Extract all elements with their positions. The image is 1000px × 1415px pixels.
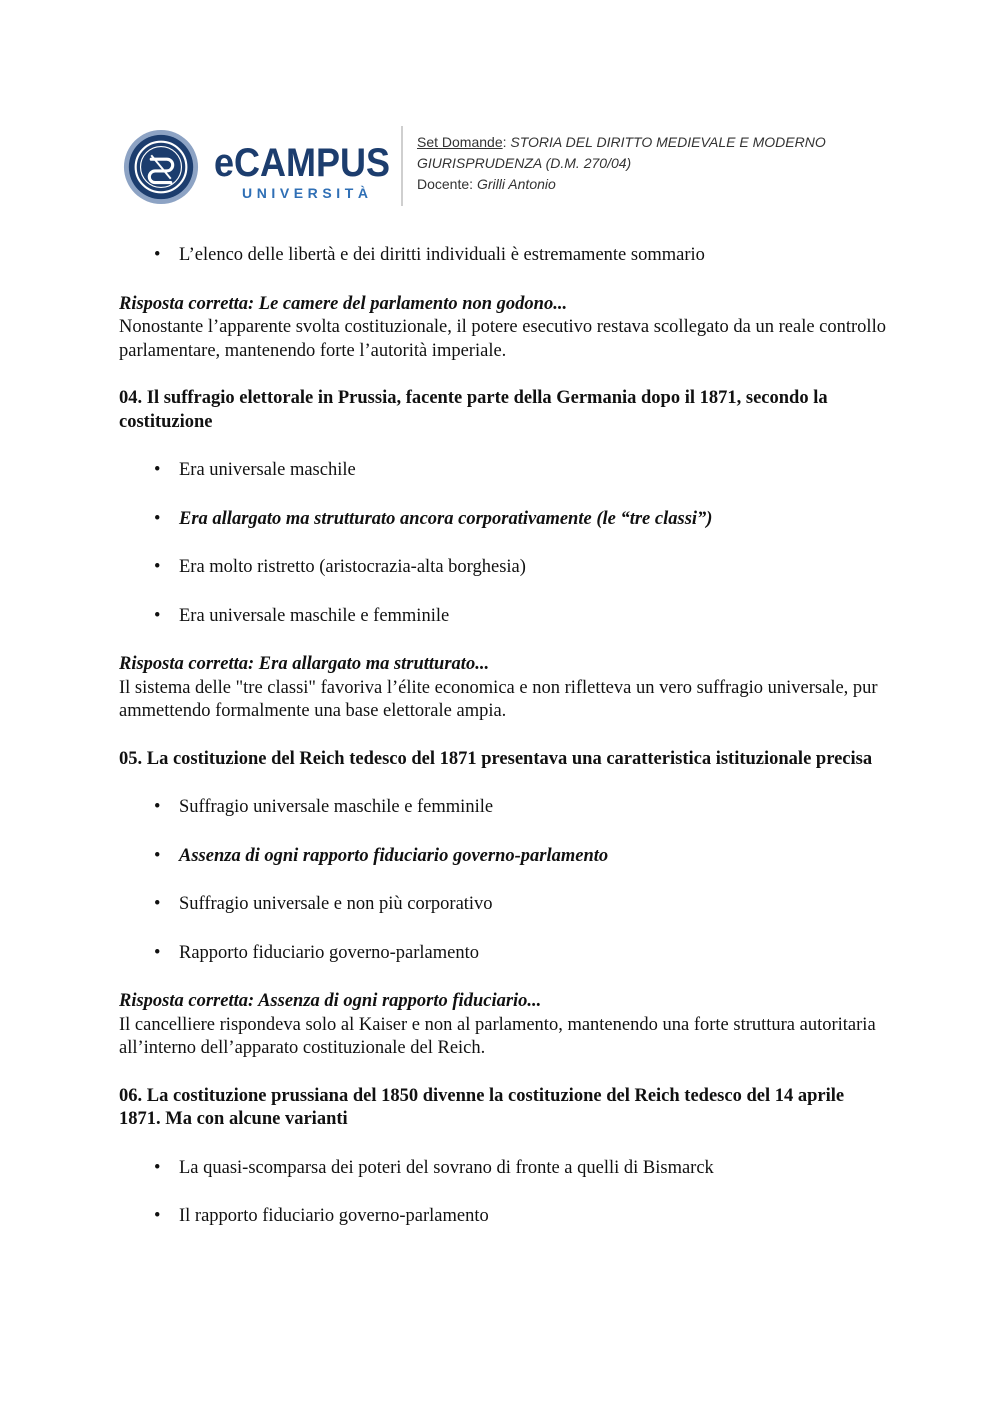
set-value: STORIA DEL DIRITTO MEDIEVALE E MODERNO xyxy=(510,134,826,150)
answer-explanation: Il sistema delle "tre classi" favoriva l’élite economica e non rifletteva un vero suffragio universale, pur ammettendo formalmente una base elettorale ampia. xyxy=(119,677,878,721)
option-text: Il rapporto fiduciario governo-parlamento xyxy=(179,1206,489,1226)
option-text: Assenza di ogni rapporto fiduciario governo-parlamento xyxy=(179,845,609,866)
option-item: • Era molto ristretto (aristocrazia-alta borghesia) xyxy=(154,557,526,577)
svg-text:UNIVERSITÀ: UNIVERSITÀ xyxy=(242,185,368,201)
option-text: Era allargato ma strutturato ancora corporativamente (le “tre classi”) xyxy=(179,508,713,529)
teacher-line: Docente: Grilli Antonio xyxy=(417,176,556,192)
question-title: 04. Il suffragio elettorale in Prussia, facente parte della Germania dopo il 1871, secondo la costituzione xyxy=(119,388,828,432)
option-item: • L’elenco delle libertà e dei diritti individuali è estremamente sommario xyxy=(154,245,705,265)
header-divider xyxy=(401,126,403,206)
option-item-correct: • Assenza di ogni rapporto fiduciario governo-parlamento xyxy=(154,845,609,866)
option-item: • Suffragio universale e non più corporativo xyxy=(154,894,493,914)
option-text: Rapporto fiduciario governo-parlamento xyxy=(179,942,480,963)
question-title: 06. La costituzione prussiana del 1850 divenne la costituzione del Reich tedesco del 14 aprile 1871. Ma con alcune varianti xyxy=(119,1085,845,1129)
option-item: • Era universale maschile xyxy=(154,460,356,480)
set-domande-line: Set Domande: STORIA DEL DIRITTO MEDIEVALE E MODERNO xyxy=(417,134,826,150)
teacher-label: Docente xyxy=(417,176,470,192)
ecampus-emblem-logo xyxy=(122,128,200,206)
course-line xyxy=(417,153,826,174)
correct-answer-label: Risposta corretta: Era allargato ma strutturato... xyxy=(119,654,490,674)
option-text: L’elenco delle libertà e dei diritti individuali è estremamente sommario xyxy=(179,245,705,265)
option-text: Suffragio universale e non più corporativo xyxy=(179,894,493,914)
option-text: Era universale maschile e femminile xyxy=(179,605,450,626)
option-item: • Il rapporto fiduciario governo-parlamento xyxy=(154,1206,489,1226)
option-item-correct: • Era allargato ma strutturato ancora corporativamente (le “tre classi”) xyxy=(154,508,713,529)
option-item: • Era universale maschile e femminile xyxy=(154,605,450,626)
option-item: • Rapporto fiduciario governo-parlamento xyxy=(154,942,480,963)
ecampus-wordmark-logo xyxy=(214,140,394,202)
answer-explanation: Nonostante l’apparente svolta costituzionale, il potere esecutivo restava scollegato da un reale controllo parlamentare, mantenendo forte l’autorità imperiale. xyxy=(119,317,886,361)
set-label: Set Domande xyxy=(417,134,503,150)
document-body xyxy=(119,244,889,1254)
answer-explanation: Il cancelliere rispondeva solo al Kaiser e non al parlamento, mantenendo una forte struttura autoritaria all’interno dell’apparato costituzionale del Reich. xyxy=(119,1014,876,1058)
option-item: • Suffragio universale maschile e femminile xyxy=(154,797,494,817)
correct-answer-label: Risposta corretta: Le camere del parlamento non godono... xyxy=(119,293,568,314)
option-item: • La quasi-scomparsa dei poteri del sovrano di fronte a quelli di Bismarck xyxy=(154,1157,714,1178)
option-text: La quasi-scomparsa dei poteri del sovrano di fronte a quelli di Bismarck xyxy=(179,1157,714,1178)
correct-answer-label: Risposta corretta: Assenza di ogni rapporto fiduciario... xyxy=(119,991,542,1011)
question-title: 05. La costituzione del Reich tedesco del 1871 presentava una caratteristica istituzionale precisa xyxy=(119,748,873,769)
option-text: Era molto ristretto (aristocrazia-alta borghesia) xyxy=(179,557,526,577)
option-text: Era universale maschile xyxy=(179,460,356,480)
course-value: GIURISPRUDENZA (D.M. 270/04) xyxy=(417,155,632,171)
page-header xyxy=(122,126,882,208)
course-info xyxy=(417,132,826,195)
teacher-value: Grilli Antonio xyxy=(476,176,556,192)
option-text: Suffragio universale maschile e femminile xyxy=(179,797,494,817)
svg-text:eCAMPUS: eCAMPUS xyxy=(214,141,390,185)
